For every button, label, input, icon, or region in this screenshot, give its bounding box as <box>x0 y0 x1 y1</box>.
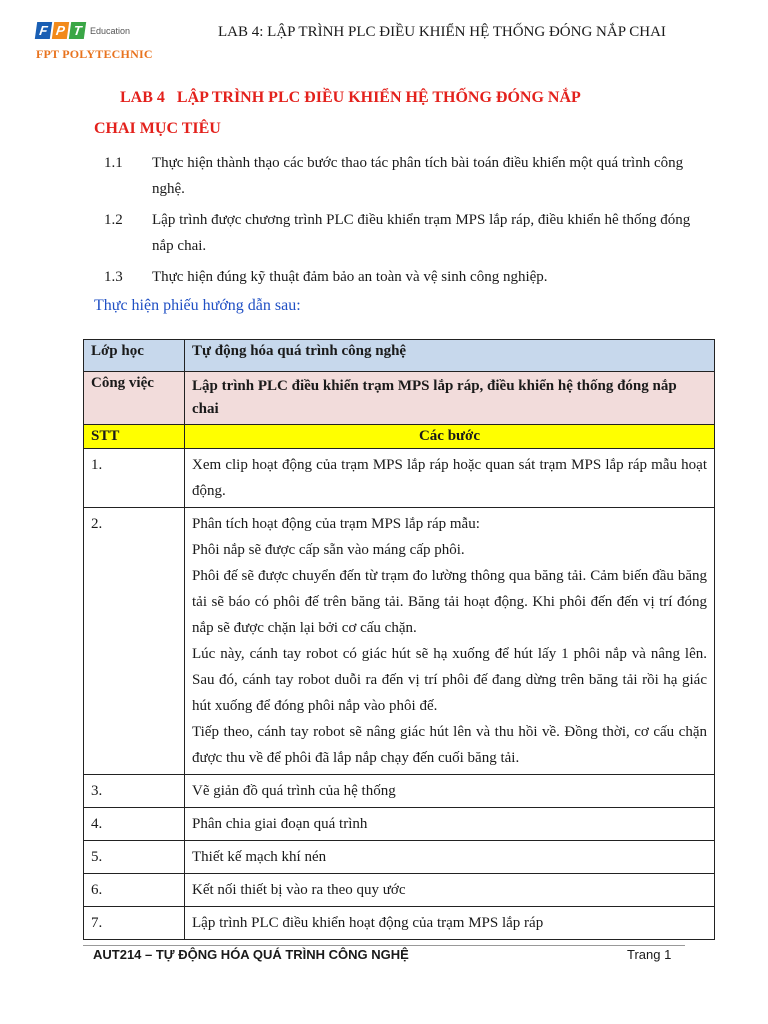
table-row <box>84 775 715 808</box>
step-number: 5. <box>84 841 185 874</box>
step-text: Xem clip hoạt động của trạm MPS lắp ráp hoặc quan sát trạm MPS lắp ráp mẫu hoạt động. <box>192 457 707 499</box>
objective-number: 1.1 <box>104 155 123 171</box>
logo-education: Education <box>90 25 131 36</box>
objective-number: 1.2 <box>104 212 123 228</box>
step-text: Lập trình PLC điều khiển hoạt động của trạm MPS lắp ráp <box>192 915 544 931</box>
table-row <box>84 907 715 940</box>
class-value: Tự động hóa quá trình công nghệ <box>185 340 715 372</box>
stt-header: STT <box>84 425 185 449</box>
steps-header: Các bước <box>185 425 715 449</box>
step-text: Phôi nắp sẽ được cấp sẵn vào máng cấp phôi. <box>192 542 465 558</box>
task-label: Công việc <box>84 372 185 425</box>
section-title: CHAI MỤC TIÊU <box>94 120 221 137</box>
step-text: Tiếp theo, cánh tay robot sẽ nâng giác hút lên và thu hồi về. Đồng thời, cơ cấu chặn được thu về để phôi đã lắp nắp chạy đến cuối băng tải. <box>192 724 707 766</box>
objective-item <box>104 264 704 290</box>
footer-course: AUT214 – TỰ ĐỘNG HÓA QUÁ TRÌNH CÔNG NGHỆ <box>93 947 409 962</box>
objective-item <box>104 207 704 259</box>
table-row-class <box>84 340 715 372</box>
logo-letter-t: T <box>69 22 86 39</box>
class-label: Lớp học <box>84 340 185 372</box>
step-content <box>185 508 715 775</box>
step-number: 2. <box>84 508 185 775</box>
footer-page-number: Trang 1 <box>627 947 672 962</box>
step-content <box>185 449 715 508</box>
table-row <box>84 874 715 907</box>
lab-title: LAB 4 LẬP TRÌNH PLC ĐIỀU KHIỂN HỆ THỐNG ĐÓNG NẮP <box>120 89 581 106</box>
table-row <box>84 841 715 874</box>
step-content <box>185 808 715 841</box>
logo-letter-f: F <box>35 22 52 39</box>
step-text: Phân tích hoạt động của trạm MPS lắp ráp mẫu: <box>192 516 480 532</box>
objective-text: Lập trình được chương trình PLC điều khiển trạm MPS lắp ráp, điều khiển hê thống đóng nắp chai. <box>152 212 691 254</box>
table-row <box>84 808 715 841</box>
step-number: 4. <box>84 808 185 841</box>
table-row-header <box>84 425 715 449</box>
step-text: Lúc này, cánh tay robot có giác hút sẽ hạ xuống để hút lấy 1 phôi nắp và nâng lên. Sau đó, cánh tay robot duỗi ra đến vị trí phôi đế đang dừng trên băng tải rồi hạ giác hút xuống để đóng phôi nắp vào phôi đế. <box>192 646 707 714</box>
step-number: 3. <box>84 775 185 808</box>
table-row <box>84 508 715 775</box>
objective-number: 1.3 <box>104 269 123 285</box>
instruction-table <box>83 339 715 940</box>
step-content <box>185 775 715 808</box>
guide-heading: Thực hiện phiếu hướng dẫn sau: <box>94 297 301 314</box>
objective-text: Thực hiện thành thạo các bước thao tác phân tích bài toán điều khiển một quá trình công nghệ. <box>152 155 684 197</box>
logo-letter-p: P <box>52 22 69 39</box>
step-number: 6. <box>84 874 185 907</box>
task-value: Lập trình PLC điều khiển trạm MPS lắp ráp, điều khiển hệ thống đóng nắp chai <box>185 372 715 425</box>
logo-polytechnic: FPT POLYTECHNIC <box>36 47 153 61</box>
table-row <box>84 449 715 508</box>
step-text: Phân chia giai đoạn quá trình <box>192 816 368 832</box>
step-content <box>185 907 715 940</box>
footer-divider <box>83 945 685 946</box>
step-text: Thiết kế mạch khí nén <box>192 849 327 865</box>
step-text: Phôi đế sẽ được chuyển đến từ trạm đo lường thông qua băng tải. Cảm biến đầu băng tải sẽ báo có phôi đế trên băng tải. Băng tải hoạt động. Khi phôi đến đến vị trí đóng nắp sẽ được chặn lại bởi cơ cấu chặn. <box>192 568 707 636</box>
objective-text: Thực hiện đúng kỹ thuật đảm bảo an toàn và vệ sinh công nghiệp. <box>152 269 548 285</box>
objective-item <box>104 150 704 202</box>
step-number: 1. <box>84 449 185 508</box>
step-content <box>185 841 715 874</box>
step-text: Kết nối thiết bị vào ra theo quy ước <box>192 882 406 898</box>
step-text: Vẽ giản đồ quá trình của hệ thống <box>192 783 396 799</box>
fpt-logo <box>36 22 206 62</box>
step-number: 7. <box>84 907 185 940</box>
table-row-task <box>84 372 715 425</box>
header-title: LAB 4: LẬP TRÌNH PLC ĐIỀU KHIỂN HỆ THỐNG ĐÓNG NẮP CHAI <box>218 24 666 40</box>
page-header <box>0 18 768 68</box>
fpt-letters <box>36 22 85 39</box>
step-content <box>185 874 715 907</box>
